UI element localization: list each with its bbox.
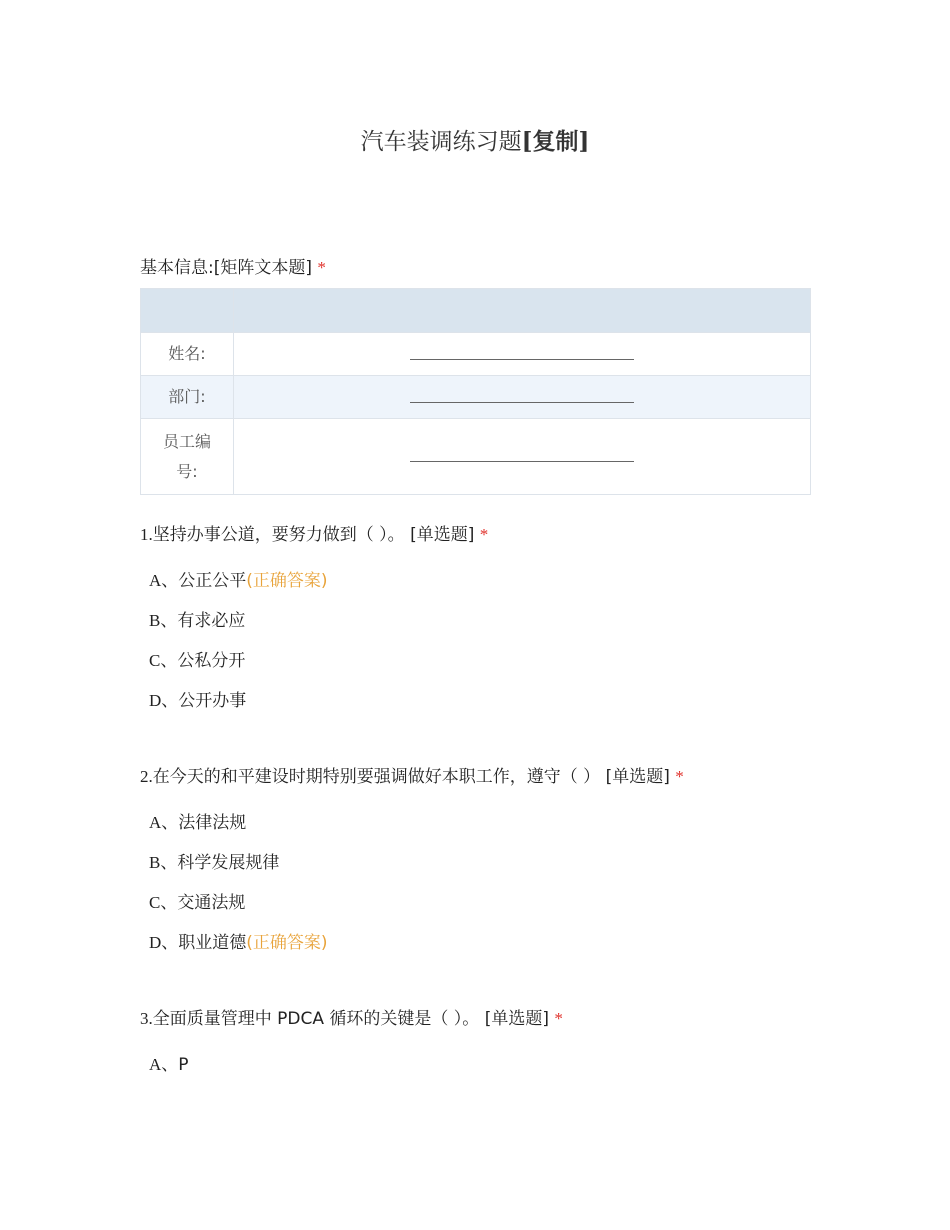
question-1-option-b[interactable] (149, 606, 245, 631)
option-letter: C、 (149, 893, 178, 912)
option-letter: A、 (149, 1055, 179, 1074)
option-letter: B、 (149, 611, 178, 630)
matrix-row-employee-id (141, 419, 811, 495)
name-input-cell[interactable] (234, 333, 811, 376)
option-text: 公正公平 (178, 571, 247, 591)
department-blank-line[interactable] (410, 401, 634, 403)
required-mark: * (317, 258, 326, 277)
correct-answer-note: (正确答案) (246, 571, 328, 591)
question-1-option-c[interactable] (149, 646, 245, 671)
option-letter: D、 (149, 691, 179, 710)
matrix-row-label: 姓名: (141, 333, 234, 376)
matrix-row-department (141, 376, 811, 419)
page-title-text: 汽车装调练习题 (360, 129, 522, 156)
question-text: 坚持办事公道，要努力做到（ ）。 (152, 525, 405, 545)
question-type: [矩阵文本题] (213, 258, 312, 278)
question-2-option-a[interactable] (149, 808, 246, 833)
employee-id-input-cell[interactable] (234, 419, 811, 495)
question-number: 3. (140, 1009, 153, 1028)
question-type: [单选题] (410, 525, 475, 545)
matrix-row-label-line2: 号: (176, 461, 198, 481)
question-2-option-b[interactable] (149, 848, 279, 873)
matrix-header-cell (141, 289, 234, 333)
option-letter: A、 (149, 813, 179, 832)
question-1-option-a[interactable] (149, 566, 328, 591)
required-mark: * (554, 1009, 563, 1028)
question-text: 在今天的和平建设时期特别要强调做好本职工作，遵守（ ） (152, 767, 601, 787)
matrix-header-cell (234, 289, 811, 333)
matrix-row-label-line1: 员工编 (162, 431, 211, 451)
question-2-title (140, 762, 684, 787)
question-1-title (140, 520, 488, 545)
question-number: 2. (140, 767, 153, 786)
option-letter: D、 (149, 933, 179, 952)
option-text: 公开办事 (178, 691, 247, 711)
question-2-option-c[interactable] (149, 888, 245, 913)
correct-answer-note: (正确答案) (246, 933, 328, 953)
question-number: 1. (140, 525, 153, 544)
basic-info-label: 基本信息: (140, 258, 214, 278)
question-3-title (140, 1004, 563, 1029)
matrix-row-name (141, 333, 811, 376)
employee-id-blank-line[interactable] (410, 460, 634, 462)
question-3-option-a[interactable] (149, 1050, 189, 1075)
option-letter: B、 (149, 853, 178, 872)
matrix-row-label: 部门: (141, 376, 234, 419)
option-letter: A、 (149, 571, 179, 590)
department-input-cell[interactable] (234, 376, 811, 419)
basic-info-matrix (140, 288, 811, 495)
required-mark: * (479, 525, 489, 544)
question-1-option-d[interactable] (149, 686, 246, 711)
option-text: 法律法规 (178, 813, 247, 833)
option-text: 科学发展规律 (177, 853, 280, 873)
option-text: 职业道德 (178, 933, 247, 953)
matrix-header-row (141, 289, 811, 333)
question-text: 全面质量管理中 PDCA 循环的关键是（ ）。 (152, 1009, 480, 1029)
basic-info-title (140, 253, 326, 278)
matrix-row-label (141, 419, 234, 495)
question-type: [单选题] (484, 1009, 549, 1029)
option-text: P (178, 1055, 189, 1075)
option-letter: C、 (149, 651, 178, 670)
required-mark: * (675, 767, 684, 786)
page-title (0, 123, 950, 156)
page-title-suffix: [复制] (521, 128, 590, 156)
question-2-option-d[interactable] (149, 928, 328, 953)
question-type: [单选题] (605, 767, 670, 787)
name-blank-line[interactable] (410, 358, 634, 360)
option-text: 公私分开 (177, 651, 246, 671)
option-text: 有求必应 (177, 611, 246, 631)
option-text: 交通法规 (177, 893, 246, 913)
